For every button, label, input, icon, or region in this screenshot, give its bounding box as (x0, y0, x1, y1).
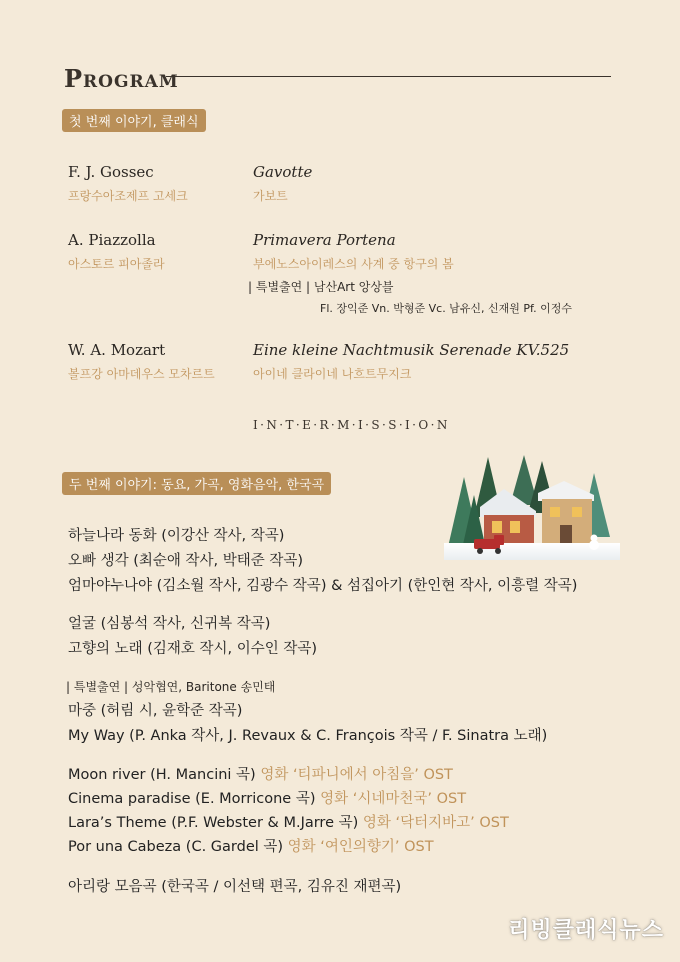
composer-name: A. Piazzolla (68, 231, 156, 249)
film-note: 영화 ‘티파니에서 아침을’ OST (260, 767, 453, 783)
film-song-line (68, 835, 434, 856)
header-rule (166, 76, 611, 77)
work-title: Eine kleine Nachtmusik Serenade KV.525 (253, 341, 570, 359)
song-line: 얼굴 (심봉석 작사, 신귀복 작곡) (68, 616, 271, 632)
film-song-title: Lara’s Theme (P.F. Webster & M.Jarre 곡) (68, 815, 359, 831)
composer-name-ko: 아스토르 피아졸라 (68, 257, 165, 271)
special-appearance: | 특별출연 | 성악협연, Baritone 송민태 (66, 680, 276, 694)
film-note: 영화 ‘시네마천국’ OST (320, 791, 467, 807)
part1-label: 첫 번째 이야기, 클래식 (62, 109, 206, 132)
work-title-ko: 아이네 클라이네 나흐트무지크 (253, 367, 412, 381)
film-song-title: Moon river (H. Mancini 곡) (68, 767, 256, 783)
song-line: 아리랑 모음곡 (한국곡 / 이선택 편곡, 김유진 재편곡) (68, 879, 402, 895)
work-title-ko: 부에노스아이레스의 사계 중 항구의 봄 (253, 257, 454, 271)
work-title: Primavera Portena (253, 231, 396, 249)
film-song-line (68, 811, 509, 832)
film-song-line (68, 763, 453, 784)
performers: Fl. 장익준 Vn. 박형준 Vc. 남유신, 신재원 Pf. 이정수 (320, 302, 573, 315)
page-title: PROGRAM (64, 64, 179, 93)
film-note: 영화 ‘닥터지바고’ OST (362, 815, 509, 831)
part2-label: 두 번째 이야기: 동요, 가곡, 영화음악, 한국곡 (62, 472, 331, 495)
composer-name-ko: 볼프강 아마데우스 모차르트 (68, 367, 215, 381)
song-line: 고향의 노래 (김재호 작시, 이수인 작곡) (68, 641, 318, 657)
song-line: 오빠 생각 (최순애 작사, 박태준 작곡) (68, 553, 304, 569)
film-note: 영화 ‘여인의향기’ OST (287, 839, 434, 855)
song-line: 엄마야누나야 (김소월 작사, 김광수 작곡) & 섬집아기 (한인현 작사, 이흥렬 작곡) (68, 578, 578, 594)
film-song-title: Cinema paradise (E. Morricone 곡) (68, 791, 316, 807)
film-song-line (68, 787, 466, 808)
song-line: 하늘나라 동화 (이강산 작사, 작곡) (68, 528, 285, 544)
intermission-label: I·N·T·E·R·M·I·S·S·I·O·N (253, 418, 450, 432)
composer-name: W. A. Mozart (68, 341, 166, 359)
work-title-ko: 가보트 (253, 189, 288, 203)
composer-name-ko: 프랑수아조제프 고세크 (68, 189, 188, 203)
composer-name: F. J. Gossec (68, 163, 154, 181)
watermark-logo: 리빙클래식뉴스 (508, 918, 664, 943)
winter-house-illustration (444, 455, 620, 560)
special-appearance: | 특별출연 | 남산Art 앙상블 (248, 280, 394, 294)
work-title: Gavotte (253, 163, 313, 181)
song-line: My Way (P. Anka 작사, J. Revaux & C. François 작곡 / F. Sinatra 노래) (68, 728, 548, 744)
film-song-title: Por una Cabeza (C. Gardel 곡) (68, 839, 284, 855)
song-line: 마중 (허림 시, 윤학준 작곡) (68, 703, 243, 719)
